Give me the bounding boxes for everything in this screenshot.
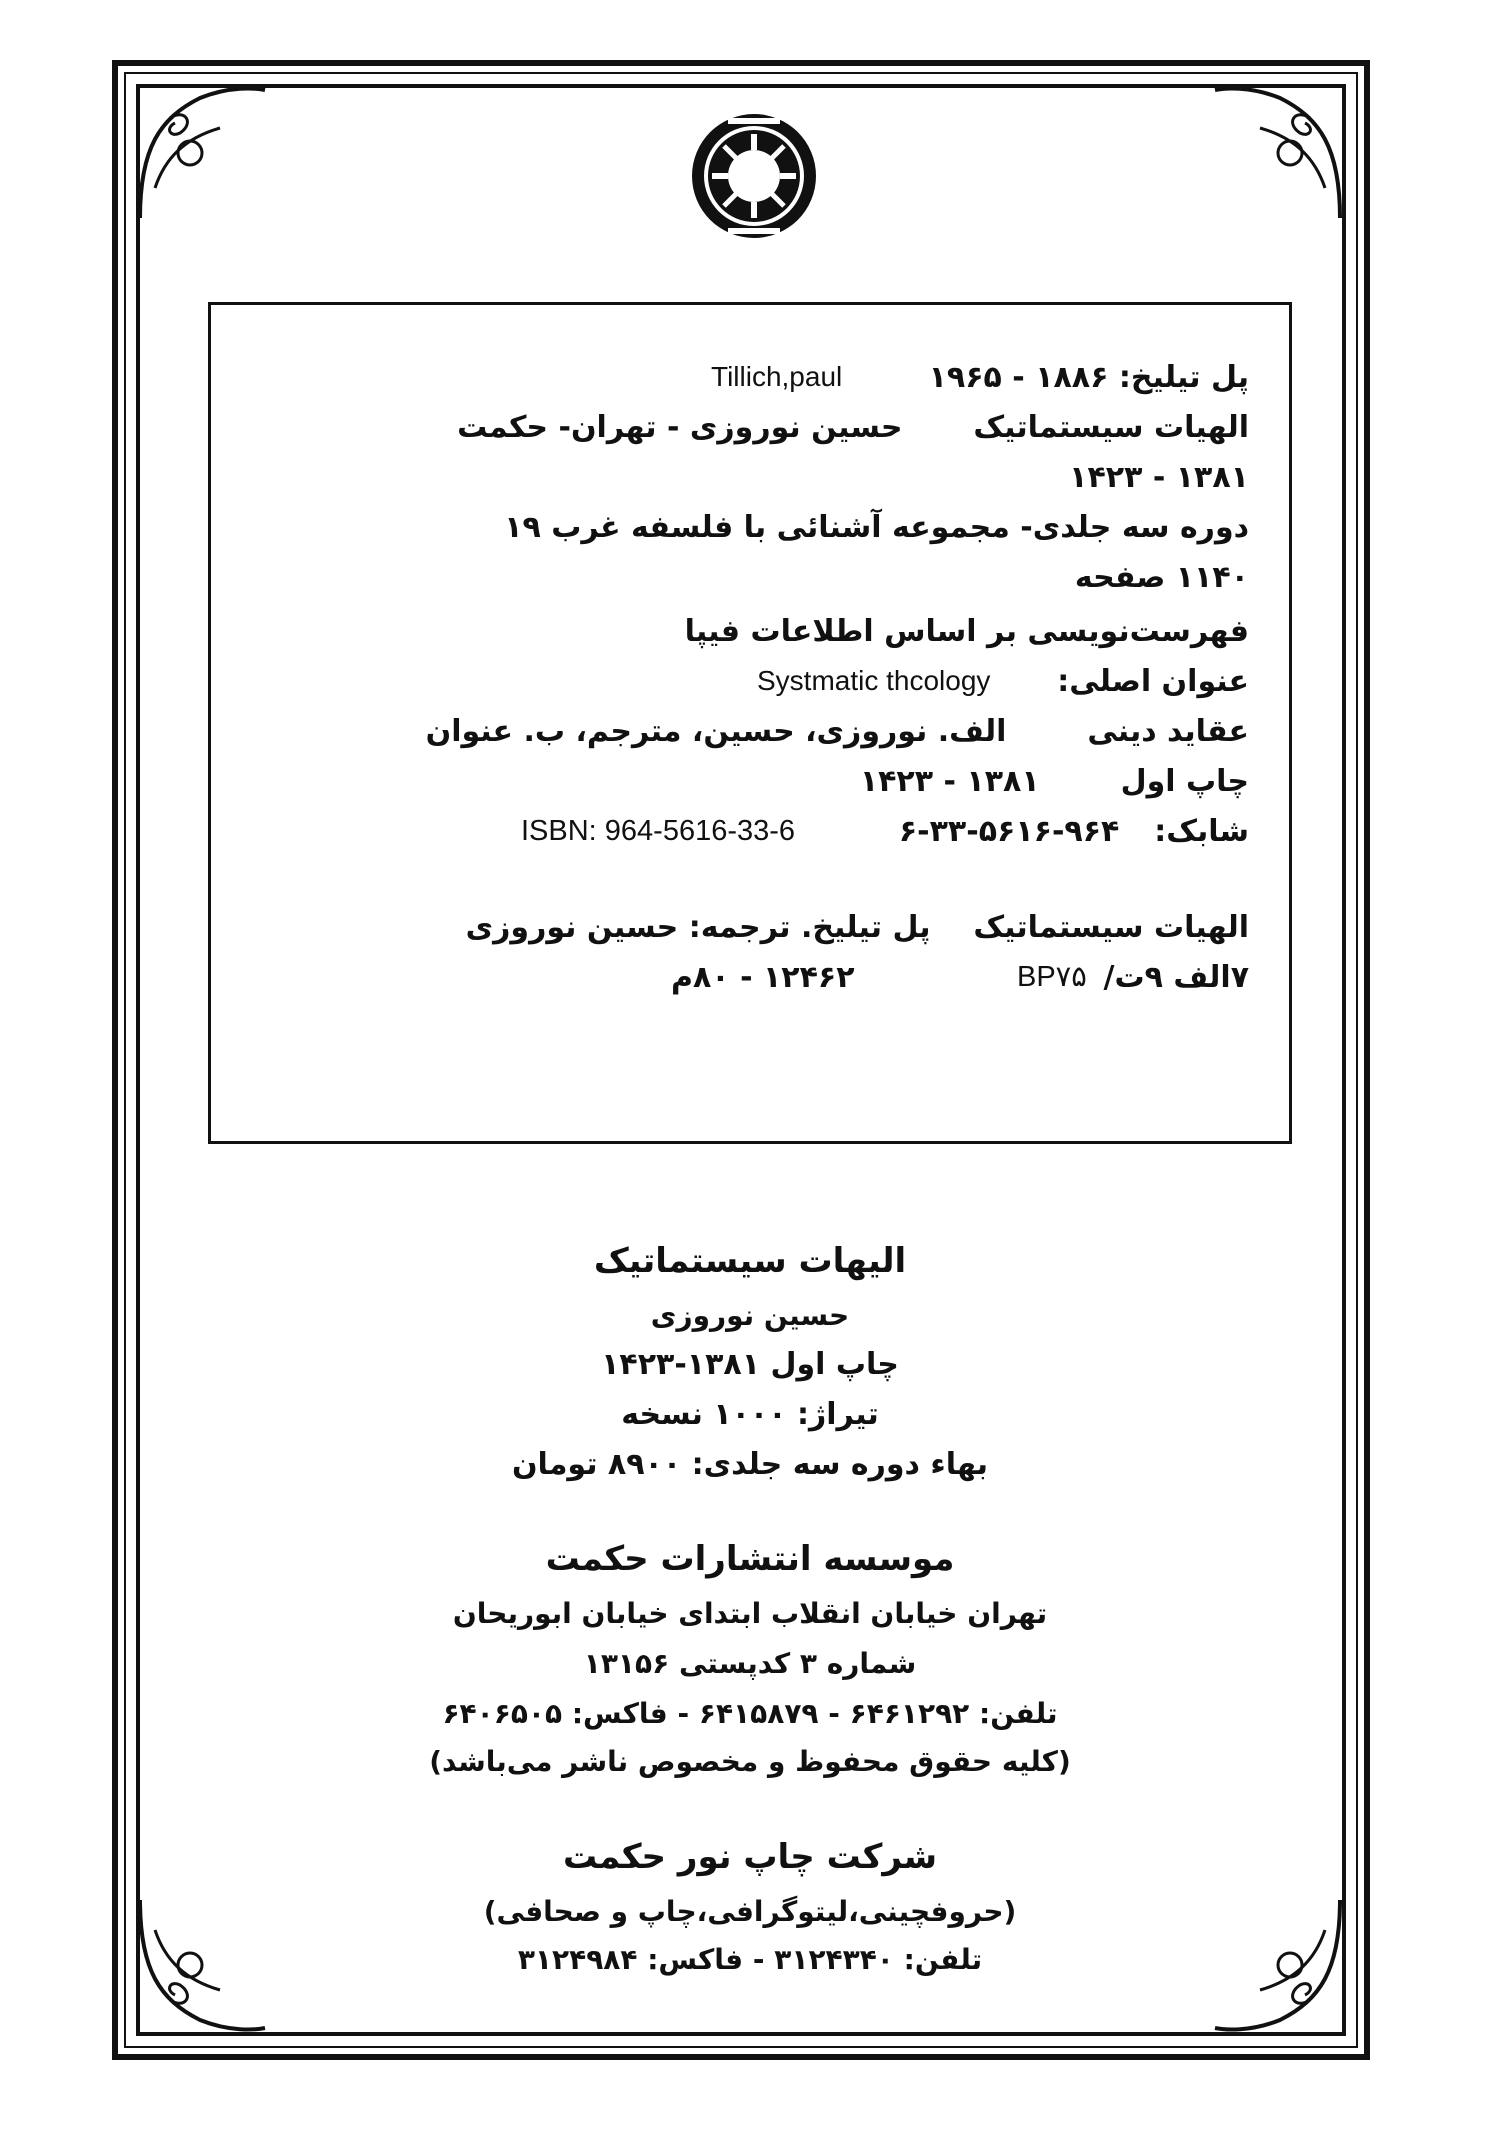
cip-class-fa: ۷الف ۹ت/	[1103, 960, 1249, 995]
colophon-print-run: تیراژ: ۱۰۰۰ نسخه	[621, 1397, 879, 1432]
cip-original-title-value: Systmatic thcology	[757, 665, 991, 696]
colophon-price: بهاء دوره سه جلدی: ۸۹۰۰ تومان	[511, 1447, 989, 1482]
cip-edition-dates: ۱۳۸۱ - ۱۴۲۳	[859, 764, 1040, 799]
publisher-name: موسسه انتشارات حکمت	[545, 1539, 955, 1579]
printer-name: شرکت چاپ نور حکمت	[562, 1837, 938, 1877]
printer-phones: تلفن: ۳۱۲۴۳۴۰ - فاکس: ۳۱۲۴۹۸۴	[517, 1943, 983, 1976]
cip-author-persian: پل تیلیخ: ۱۸۸۶ - ۱۹۶۵	[928, 360, 1249, 395]
publisher-rights: (کلیه حقوق محفوظ و مخصوص ناشر می‌باشد)	[429, 1745, 1071, 1778]
cip-title: الهیات سیستماتیک	[973, 410, 1249, 445]
cip-entry2-responsibility: پل تیلیخ. ترجمه: حسین نوروزی	[465, 910, 931, 945]
publisher-postal-code: شماره ۳ کدپستی ۱۳۱۵۶	[583, 1647, 917, 1680]
cip-translator-place-publisher: حسین نوروزی - تهران- حکمت	[457, 410, 903, 445]
cip-class-bp: BP۷۵	[1017, 961, 1087, 993]
cip-author	[928, 360, 1249, 395]
cip-record-number: ۱۲۴۶۲ - ۸۰م	[671, 960, 855, 995]
cip-original-title-label: عنوان اصلی:	[1057, 664, 1249, 699]
cip-entry2-title: الهیات سیستماتیک	[973, 910, 1249, 945]
cataloging-box	[208, 302, 1292, 1144]
cip-dates: ۱۳۸۱ - ۱۴۲۳	[1069, 460, 1249, 495]
cip-title-line	[457, 410, 1249, 445]
colophon-translator: حسین نوروزی	[650, 1299, 850, 1332]
colophon-edition: چاپ اول ۱۳۸۱-۱۴۲۳	[601, 1347, 899, 1382]
cip-entry2	[465, 910, 1249, 945]
publisher-phones: تلفن: ۶۴۶۱۲۹۲ - ۶۴۱۵۸۷۹ - فاکس: ۶۴۰۶۵۰۵	[442, 1697, 1058, 1730]
cip-shabak	[898, 814, 1249, 849]
cip-shabak-number: ۹۶۴-۵۶۱۶-۳۳-۶	[898, 814, 1120, 849]
cip-pages: ۱۱۴۰ صفحه	[1074, 560, 1249, 595]
publisher-address: تهران خیابان انقلاب ابتدای خیابان ابوریحان	[452, 1597, 1048, 1630]
cip-series: دوره سه جلدی- مجموعه آشنائی با فلسفه غرب ۱۹	[504, 510, 1249, 545]
cip-edition-label: چاپ اول	[1120, 764, 1249, 799]
cip-shabak-label: شابک:	[1154, 814, 1249, 849]
publisher-logo	[688, 110, 820, 242]
cip-author-latin: Tillich,paul	[711, 361, 843, 392]
cip-subject-heading: عقاید دینی	[1087, 714, 1249, 749]
cip-edition	[859, 764, 1249, 799]
printer-services: (حروفچینی،لیتوگرافی،چاپ و صحافی)	[483, 1895, 1017, 1928]
corner-ornament-top-left	[130, 78, 270, 228]
cip-isbn: ISBN: 964-5616-33-6	[521, 815, 796, 847]
corner-ornament-top-right	[1210, 78, 1350, 228]
cip-added-entries: الف. نوروزی، حسین، مترجم، ب. عنوان	[425, 714, 1007, 749]
cip-fipa-note: فهرست‌نویسی بر اساس اطلاعات فیپا	[684, 614, 1249, 649]
cip-subjects	[425, 714, 1249, 749]
colophon-title: الیهات سیستماتیک	[593, 1241, 907, 1281]
